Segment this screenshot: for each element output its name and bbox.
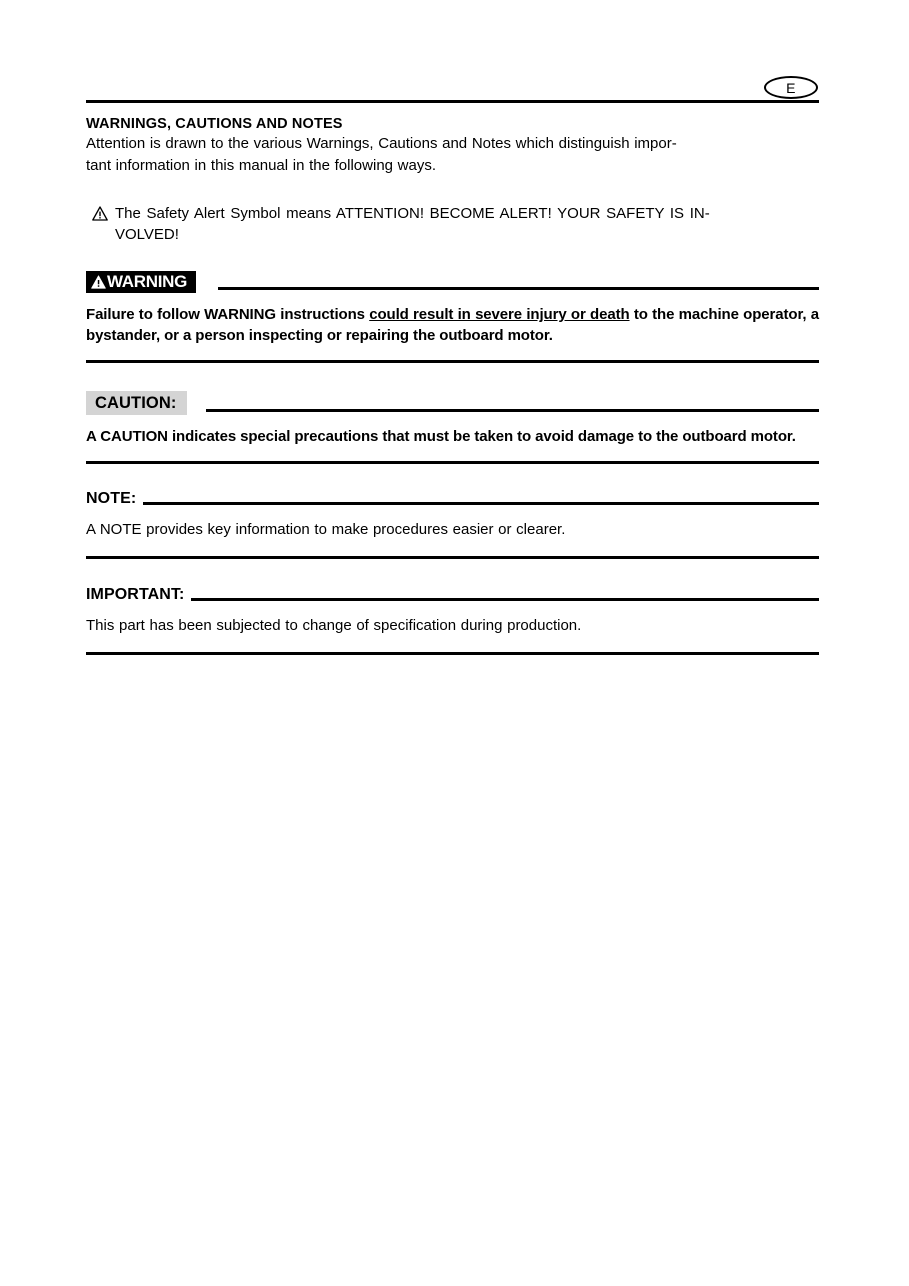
warning-badge bbox=[86, 271, 196, 293]
warning-section-divider bbox=[86, 360, 819, 363]
warning-text-after: to the machine operator, a bystander, or a person inspecting or repairing the outboard motor. bbox=[86, 306, 819, 345]
note-label-rule bbox=[143, 502, 819, 505]
page-content bbox=[86, 100, 819, 655]
important-badge: IMPORTANT: bbox=[86, 586, 185, 604]
warning-label-rule bbox=[218, 287, 819, 290]
language-badge-label: E bbox=[786, 79, 796, 96]
note-badge: NOTE: bbox=[86, 490, 137, 508]
page-title: WARNINGS, CAUTIONS AND NOTES bbox=[86, 116, 343, 132]
caution-text: A CAUTION indicates special precautions that must be taken to avoid damage to the outboard motor. bbox=[86, 428, 796, 446]
safety-alert-line-1: The Safety Alert Symbol means ATTENTION! BECOME ALERT! YOUR SAFETY IS IN- bbox=[115, 204, 710, 222]
warning-text-underlined: could result in severe injury or death bbox=[369, 306, 630, 324]
intro-line-2: tant information in this manual in the following ways. bbox=[86, 157, 437, 175]
caution-label-row bbox=[86, 391, 819, 415]
note-text: A NOTE provides key information to make procedures easier or clearer. bbox=[86, 520, 566, 538]
caution-badge: CAUTION: bbox=[86, 391, 187, 415]
safety-alert-block bbox=[86, 203, 819, 246]
safety-alert-line-2: VOLVED! bbox=[115, 225, 179, 243]
warning-badge-label: WARNING bbox=[107, 272, 188, 292]
warning-section bbox=[86, 271, 819, 363]
caution-section-divider bbox=[86, 461, 819, 464]
important-text: This part has been subjected to change of specification during production. bbox=[86, 616, 582, 634]
important-label-rule bbox=[191, 598, 819, 601]
safety-alert-text bbox=[115, 203, 819, 246]
header-divider bbox=[86, 100, 819, 103]
important-section-divider bbox=[86, 652, 819, 655]
warning-text-before: Failure to follow WARNING instructions bbox=[86, 306, 370, 324]
warning-triangle-icon bbox=[92, 206, 108, 226]
language-badge bbox=[764, 76, 818, 99]
note-section-divider bbox=[86, 556, 819, 559]
caution-section bbox=[86, 391, 819, 464]
warning-text bbox=[86, 304, 819, 346]
intro-line-1: Attention is drawn to the various Warnings, Cautions and Notes which distinguish impor- bbox=[86, 135, 677, 152]
note-section bbox=[86, 490, 819, 559]
important-section bbox=[86, 586, 819, 655]
intro-paragraph bbox=[86, 133, 819, 154]
caution-label-rule bbox=[206, 409, 819, 412]
warning-label-row bbox=[86, 271, 819, 293]
warning-triangle-icon bbox=[91, 275, 106, 289]
intro-paragraph-cont bbox=[86, 155, 819, 176]
important-label-row bbox=[86, 586, 819, 604]
note-label-row bbox=[86, 490, 819, 508]
